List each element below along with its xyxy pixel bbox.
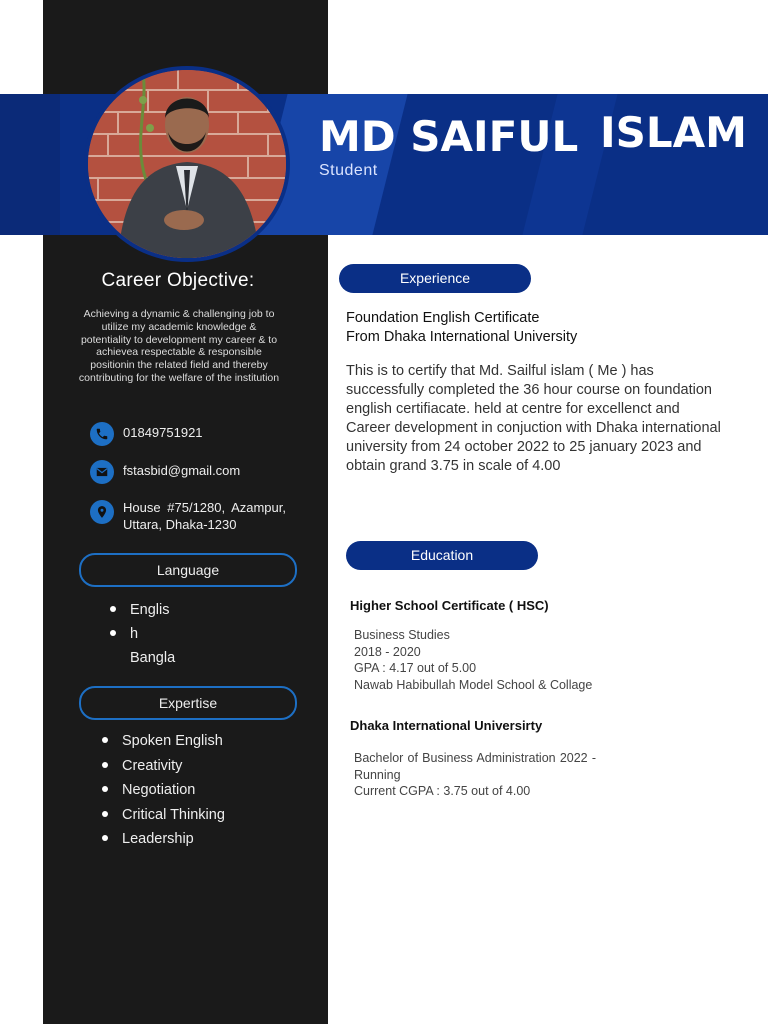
name-first: MD SAIFUL bbox=[319, 112, 579, 161]
experience-description: This is to certify that Md. Sailful islam ( Me ) has successfully completed the 36 hour course on foundation english certifiacate. held at centre for excellenct and Career development in conjuction with Dhaka international university from 24 october 2022 to 25 january 2023 and obtain grand 3.75 in scale of 4.00 bbox=[346, 363, 721, 474]
phone-text: 01849751921 bbox=[123, 425, 203, 440]
education-heading: Education bbox=[346, 541, 538, 570]
contact-address bbox=[90, 500, 290, 533]
language-list bbox=[110, 598, 175, 670]
list-item: Leadership bbox=[102, 827, 225, 852]
list-item: Critical Thinking bbox=[102, 803, 225, 828]
experience-title bbox=[346, 309, 736, 347]
career-objective-title: Career Objective: bbox=[101, 270, 255, 291]
language-heading: Language bbox=[79, 553, 297, 587]
address-text: House #75/1280, Azampur, Uttara, Dhaka-1230 bbox=[123, 500, 286, 532]
hsc-title: Higher School Certificate ( HSC) bbox=[350, 598, 549, 613]
hsc-line: Business Studies bbox=[354, 628, 450, 642]
expertise-heading: Expertise bbox=[79, 686, 297, 720]
expertise-list bbox=[102, 729, 225, 852]
experience-heading: Experience bbox=[339, 264, 531, 293]
role-title: Student bbox=[319, 162, 378, 179]
bba-program: Bachelor of Business Administration 2022 - Running bbox=[354, 751, 596, 782]
profile-photo bbox=[84, 66, 290, 262]
contact-email bbox=[90, 460, 290, 484]
mail-icon bbox=[90, 460, 114, 484]
hsc-line: 2018 - 2020 bbox=[354, 644, 421, 659]
contact-phone bbox=[90, 422, 290, 446]
phone-icon bbox=[90, 422, 114, 446]
list-item: Englis bbox=[110, 598, 175, 622]
name-last: ISLAM bbox=[600, 108, 747, 157]
career-objective-text: Achieving a dynamic & challenging job to utilize my academic knowledge & potentiality to development my career & to achievea respectable & responsible positionin the related field and thereby contributing for the welfare of the institution bbox=[78, 308, 280, 384]
list-item: h bbox=[110, 622, 175, 646]
bba-title: Dhaka International Universirty bbox=[350, 718, 543, 733]
bba-cgpa: Current CGPA : 3.75 out of 4.00 bbox=[354, 784, 531, 798]
location-icon bbox=[90, 500, 114, 524]
hsc-details bbox=[354, 627, 674, 693]
list-item: Bangla bbox=[130, 650, 176, 666]
email-text: fstasbid@gmail.com bbox=[123, 463, 241, 478]
bba-details bbox=[354, 750, 596, 800]
experience-line2: From Dhaka International University bbox=[346, 329, 578, 345]
list-item: Negotiation bbox=[102, 778, 225, 803]
experience-line1: Foundation English Certificate bbox=[346, 310, 540, 326]
hsc-line: Nawab Habibullah Model School & Collage bbox=[354, 677, 593, 692]
hsc-line: GPA : 4.17 out of 5.00 bbox=[354, 661, 477, 675]
list-item: Spoken English bbox=[102, 729, 225, 754]
list-item: Creativity bbox=[102, 754, 225, 779]
